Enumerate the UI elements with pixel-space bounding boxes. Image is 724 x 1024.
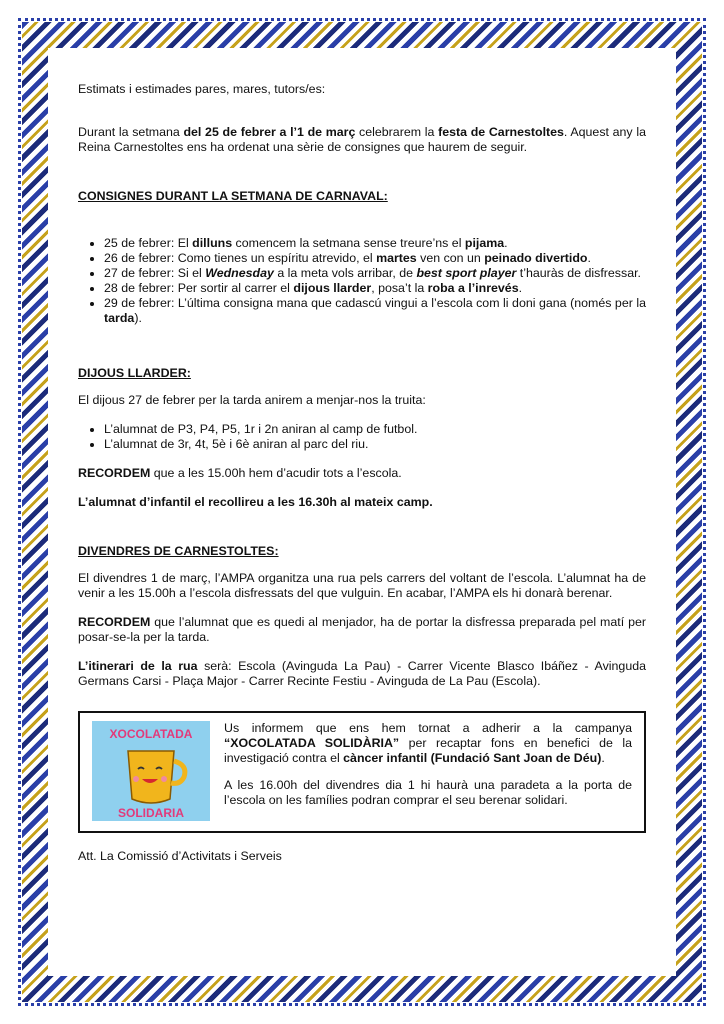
intro-text: celebrarem la	[355, 125, 439, 139]
divendres-p1: El divendres 1 de març, l’AMPA organitza una rua pels carrers del voltant de l’escola. L’alumnat ha de venir a les 15.00h a l’escola disfressats del que vulguin. En acabar, l’AMPA els hi donarà berenar.	[78, 571, 646, 600]
dijous-infantil: L’alumnat d’infantil el recollireu a les 16.30h al mateix camp.	[78, 495, 433, 509]
consignes-list	[78, 236, 646, 326]
list-item: • 26 de febrer: Como tienes un espíritu atrevido, el martes ven con un peinado divertido.	[104, 251, 646, 266]
xocolatada-text	[224, 721, 632, 820]
greeting: Estimats i estimades pares, mares, tutors/es:	[78, 82, 326, 96]
list-item: • L’alumnat de P3, P4, P5, 1r i 2n aniran al camp de futbol.	[104, 422, 646, 437]
cup-cheek	[161, 776, 167, 782]
intro-dates: del 25 de febrer a l’1 de març	[183, 125, 356, 139]
xocolatada-p1: Us informem que ens hem tornat a adherir a la campanya “XOCOLATADA SOLIDÀRIA” per recaptar fons en benefici de la investigació contra el càncer infantil (Fundació Sant Joan de Déu).	[224, 721, 633, 765]
xocolatada-p2: A les 16.00h del divendres dia 1 hi haurà una paradeta a la porta de l’escola on les famílies podran comprar el seu berenar solidari.	[224, 778, 632, 807]
heading-dijous: DIJOUS LLARDER:	[78, 366, 191, 380]
cup-cheek	[133, 776, 139, 782]
list-item: • 25 de febrer: El dilluns comencem la setmana sense treure’ns el pijama.	[104, 236, 646, 251]
list-item: • 27 de febrer: Si el Wednesday a la meta vols arribar, de best sport player t’hauràs de disfressar.	[104, 266, 646, 281]
signature: Att. La Comissió d’Activitats i Serveis	[78, 849, 282, 863]
logo-text-bottom: SOLIDARIA	[118, 806, 184, 820]
heading-consignes: CONSIGNES DURANT LA SETMANA DE CARNAVAL:	[78, 189, 388, 203]
intro-text: . Aquest any la Reina Carnestoltes ens ha ordenat una sèrie de consignes que haurem de seguir.	[78, 125, 646, 154]
xocolatada-box	[78, 711, 646, 833]
dijous-list	[78, 422, 646, 452]
list-item: • L’alumnat de 3r, 4t, 5è i 6è aniran al parc del riu.	[104, 437, 646, 452]
dijous-intro: El dijous 27 de febrer per la tarda anirem a menjar-nos la truita:	[78, 393, 426, 407]
list-item: • 28 de febrer: Per sortir al carrer el dijous llarder, posa’t la roba a l’inrevés.	[104, 281, 646, 296]
dijous-recordem: RECORDEM que a les 15.00h hem d’acudir tots a l’escola.	[78, 466, 402, 480]
intro-text: Durant la setmana	[78, 125, 184, 139]
intro-paragraph	[78, 125, 646, 155]
intro-festa: festa de Carnestoltes	[438, 125, 564, 139]
logo-text-top: XOCOLATADA	[109, 727, 193, 741]
divendres-recordem: RECORDEM que l’alumnat que es quedi al menjador, ha de portar la disfressa preparada pel matí per posar-se-la per la tarda.	[78, 615, 646, 644]
xocolatada-logo	[92, 721, 210, 821]
heading-divendres: DIVENDRES DE CARNESTOLTES:	[78, 544, 279, 558]
list-item: • 29 de febrer: L’última consigna mana que cadascú vingui a l’escola com li doni gana (només per la tarda).	[104, 296, 646, 326]
letter	[78, 82, 646, 878]
divendres-itinerari: L’itinerari de la rua serà: Escola (Avinguda La Pau) - Carrer Vicente Blasco Ibáñez - Avinguda Germans Carsi - Plaça Major - Carrer Recinte Festiu - Avinguda de La Pau (Escola).	[78, 659, 646, 688]
